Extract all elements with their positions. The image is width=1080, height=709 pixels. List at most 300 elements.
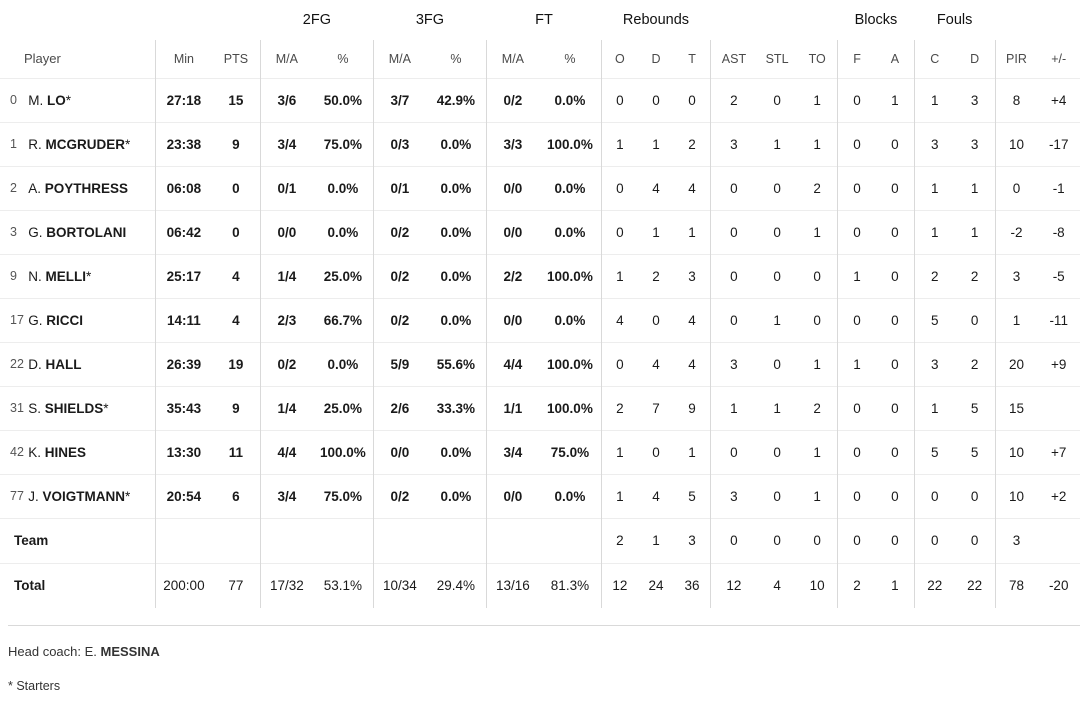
table-row[interactable] <box>0 210 1080 254</box>
head-coach-line <box>8 625 1080 659</box>
player-plusminus: -8 <box>1037 210 1080 254</box>
player-fouls-c: 5 <box>914 430 954 474</box>
total-blocks-a: 1 <box>876 563 914 608</box>
player-ast: 1 <box>710 386 756 430</box>
player-2fg-pct: 25.0% <box>313 254 374 298</box>
player-3fg: 0/0 <box>373 430 425 474</box>
starter-mark: * <box>103 400 109 416</box>
player-blocks-a: 1 <box>876 78 914 122</box>
total-3fg-pct: 29.4% <box>426 563 487 608</box>
table-row[interactable] <box>0 254 1080 298</box>
col-header-ft-pct: % <box>564 51 576 66</box>
team-plusminus <box>1037 518 1080 563</box>
player-last: POYTHRESS <box>44 180 129 196</box>
player-ft: 3/4 <box>486 430 538 474</box>
player-dreb: 4 <box>638 474 674 518</box>
player-blocks-a: 0 <box>876 342 914 386</box>
player-to: 1 <box>797 430 837 474</box>
player-3fg: 0/2 <box>373 254 425 298</box>
player-plusminus <box>1037 386 1080 430</box>
group-header-row <box>0 0 1080 40</box>
table-row[interactable] <box>0 430 1080 474</box>
player-ast: 0 <box>710 210 756 254</box>
player-number: 17 <box>0 298 26 342</box>
player-plusminus: +2 <box>1037 474 1080 518</box>
player-to: 1 <box>797 210 837 254</box>
player-blocks-f: 0 <box>838 78 876 122</box>
player-stl: 0 <box>757 430 797 474</box>
team-blocks-a: 0 <box>876 518 914 563</box>
player-3fg: 0/2 <box>373 298 425 342</box>
player-name <box>26 210 155 254</box>
team-row-label: Team <box>0 518 155 563</box>
player-2fg-pct: 0.0% <box>313 210 374 254</box>
team-blocks-f: 0 <box>838 518 876 563</box>
team-oreb: 2 <box>601 518 637 563</box>
player-blocks-a: 0 <box>876 430 914 474</box>
player-fouls-c: 1 <box>914 210 954 254</box>
player-dreb: 4 <box>638 166 674 210</box>
table-row[interactable] <box>0 78 1080 122</box>
player-last: HALL <box>45 356 82 372</box>
starter-mark: * <box>125 488 131 504</box>
player-first: S. <box>28 400 41 416</box>
player-fouls-d: 2 <box>955 342 995 386</box>
player-3fg-pct: 0.0% <box>426 254 487 298</box>
player-name <box>26 78 155 122</box>
player-to: 1 <box>797 78 837 122</box>
player-3fg: 0/2 <box>373 474 425 518</box>
table-row[interactable] <box>0 298 1080 342</box>
team-2fg-pct <box>313 518 374 563</box>
head-coach-name: MESSINA <box>100 644 160 659</box>
group-header-blank-right <box>995 0 1080 40</box>
player-min: 35:43 <box>155 386 212 430</box>
player-pts: 0 <box>212 166 260 210</box>
player-ft: 0/0 <box>486 474 538 518</box>
group-header-blank-mid <box>710 0 837 40</box>
player-dreb: 7 <box>638 386 674 430</box>
player-plusminus: -11 <box>1037 298 1080 342</box>
player-stl: 0 <box>757 342 797 386</box>
col-header-player: Player <box>24 51 61 67</box>
player-3fg-pct: 0.0% <box>426 166 487 210</box>
player-ft-pct: 0.0% <box>539 78 602 122</box>
player-2fg-pct: 66.7% <box>313 298 374 342</box>
col-header-pts: PTS <box>223 51 249 66</box>
total-blocks-f: 2 <box>838 563 876 608</box>
team-treb: 3 <box>674 518 710 563</box>
player-fouls-d: 1 <box>955 166 995 210</box>
team-min <box>155 518 212 563</box>
player-2fg: 4/4 <box>260 430 312 474</box>
player-ft-pct: 0.0% <box>539 210 602 254</box>
player-blocks-a: 0 <box>876 298 914 342</box>
player-ast: 0 <box>710 254 756 298</box>
total-stl: 4 <box>757 563 797 608</box>
player-pir: 10 <box>995 122 1037 166</box>
player-treb: 4 <box>674 298 710 342</box>
team-row <box>0 518 1080 563</box>
player-2fg-pct: 25.0% <box>313 386 374 430</box>
total-pir: 78 <box>995 563 1037 608</box>
player-2fg: 2/3 <box>260 298 312 342</box>
player-2fg: 1/4 <box>260 254 312 298</box>
player-ft-pct: 75.0% <box>539 430 602 474</box>
player-ast: 0 <box>710 298 756 342</box>
player-ft: 0/2 <box>486 78 538 122</box>
player-min: 27:18 <box>155 78 212 122</box>
player-fouls-c: 0 <box>914 474 954 518</box>
player-ast: 0 <box>710 430 756 474</box>
player-plusminus: +9 <box>1037 342 1080 386</box>
col-header-fouls-c: C <box>914 40 954 78</box>
player-name <box>26 254 155 298</box>
total-row-label: Total <box>0 563 155 608</box>
player-plusminus: +4 <box>1037 78 1080 122</box>
player-3fg: 2/6 <box>373 386 425 430</box>
player-blocks-a: 0 <box>876 254 914 298</box>
player-min: 25:17 <box>155 254 212 298</box>
table-row[interactable] <box>0 122 1080 166</box>
team-3fg-pct <box>426 518 487 563</box>
total-row <box>0 563 1080 608</box>
group-header-fouls: Fouls <box>936 12 973 28</box>
player-pir: 8 <box>995 78 1037 122</box>
player-ft-pct: 100.0% <box>539 122 602 166</box>
col-header-ft-ma: M/A <box>486 40 538 78</box>
player-last: HINES <box>44 444 87 460</box>
team-pir: 3 <box>995 518 1037 563</box>
player-ast: 0 <box>710 166 756 210</box>
player-treb: 3 <box>674 254 710 298</box>
table-row[interactable] <box>0 474 1080 518</box>
table-row[interactable] <box>0 386 1080 430</box>
player-oreb: 1 <box>601 122 637 166</box>
player-last: MCGRUDER <box>45 136 125 152</box>
player-dreb: 0 <box>638 298 674 342</box>
table-row[interactable] <box>0 342 1080 386</box>
player-oreb: 0 <box>601 342 637 386</box>
table-row[interactable] <box>0 166 1080 210</box>
player-first: K. <box>28 444 41 460</box>
player-last: BORTOLANI <box>46 224 127 240</box>
team-ast: 0 <box>710 518 756 563</box>
player-blocks-a: 0 <box>876 122 914 166</box>
col-header-min: Min <box>155 40 212 78</box>
player-number: 9 <box>0 254 26 298</box>
player-pts: 9 <box>212 122 260 166</box>
player-oreb: 0 <box>601 166 637 210</box>
player-3fg-pct: 0.0% <box>426 298 487 342</box>
player-to: 1 <box>797 342 837 386</box>
group-header-blank-left <box>0 0 260 40</box>
player-fouls-d: 0 <box>955 474 995 518</box>
total-3fg: 10/34 <box>373 563 425 608</box>
player-treb: 0 <box>674 78 710 122</box>
total-pts: 77 <box>212 563 260 608</box>
player-3fg: 0/3 <box>373 122 425 166</box>
player-2fg-pct: 0.0% <box>313 166 374 210</box>
player-treb: 9 <box>674 386 710 430</box>
player-plusminus: -1 <box>1037 166 1080 210</box>
player-pts: 11 <box>212 430 260 474</box>
player-2fg-pct: 0.0% <box>313 342 374 386</box>
player-to: 0 <box>797 254 837 298</box>
player-first: R. <box>28 136 42 152</box>
player-treb: 2 <box>674 122 710 166</box>
player-fouls-c: 1 <box>914 386 954 430</box>
player-pts: 0 <box>212 210 260 254</box>
player-treb: 4 <box>674 342 710 386</box>
total-to: 10 <box>797 563 837 608</box>
group-header-rebounds: Rebounds <box>622 12 690 28</box>
player-name <box>26 474 155 518</box>
player-fouls-c: 2 <box>914 254 954 298</box>
player-pir: 1 <box>995 298 1037 342</box>
player-ft-pct: 0.0% <box>539 474 602 518</box>
total-treb: 36 <box>674 563 710 608</box>
total-dreb: 24 <box>638 563 674 608</box>
player-oreb: 0 <box>601 210 637 254</box>
player-ft: 3/3 <box>486 122 538 166</box>
col-header-plusminus: +/- <box>1051 51 1067 66</box>
player-name <box>26 122 155 166</box>
player-last: LO <box>47 92 66 108</box>
player-3fg-pct: 33.3% <box>426 386 487 430</box>
player-to: 2 <box>797 166 837 210</box>
player-dreb: 0 <box>638 78 674 122</box>
col-header-2fg-pct: % <box>337 51 349 66</box>
player-first: J. <box>28 488 39 504</box>
team-pts <box>212 518 260 563</box>
player-ft-pct: 100.0% <box>539 386 602 430</box>
player-number: 1 <box>0 122 26 166</box>
player-min: 14:11 <box>155 298 212 342</box>
player-oreb: 1 <box>601 474 637 518</box>
group-header-2fg: 2FG <box>302 12 331 28</box>
player-pts: 15 <box>212 78 260 122</box>
player-treb: 1 <box>674 210 710 254</box>
player-ft-pct: 100.0% <box>539 342 602 386</box>
player-treb: 1 <box>674 430 710 474</box>
player-stl: 0 <box>757 78 797 122</box>
total-fouls-c: 22 <box>914 563 954 608</box>
player-2fg: 3/4 <box>260 122 312 166</box>
col-header-oreb: O <box>601 40 637 78</box>
team-to: 0 <box>797 518 837 563</box>
total-2fg: 17/32 <box>260 563 312 608</box>
player-fouls-c: 1 <box>914 78 954 122</box>
player-dreb: 2 <box>638 254 674 298</box>
player-pts: 4 <box>212 298 260 342</box>
player-dreb: 1 <box>638 122 674 166</box>
player-first: D. <box>28 356 42 372</box>
player-fouls-d: 2 <box>955 254 995 298</box>
player-number: 31 <box>0 386 26 430</box>
player-3fg-pct: 0.0% <box>426 474 487 518</box>
col-header-to: TO <box>808 51 826 66</box>
col-header-fouls-d: D <box>970 51 980 66</box>
player-pts: 9 <box>212 386 260 430</box>
player-first: N. <box>28 268 42 284</box>
player-fouls-d: 0 <box>955 298 995 342</box>
player-3fg: 5/9 <box>373 342 425 386</box>
player-to: 1 <box>797 474 837 518</box>
group-header-blocks: Blocks <box>854 12 898 28</box>
player-name <box>26 166 155 210</box>
player-blocks-f: 0 <box>838 386 876 430</box>
player-last: RICCI <box>46 312 84 328</box>
col-header-stl: STL <box>765 51 789 66</box>
col-header-dreb: D <box>651 51 661 66</box>
player-treb: 5 <box>674 474 710 518</box>
col-header-ast: AST <box>710 40 756 78</box>
team-3fg <box>373 518 425 563</box>
player-blocks-f: 0 <box>838 474 876 518</box>
col-header-3fg-pct: % <box>450 51 462 66</box>
player-number: 22 <box>0 342 26 386</box>
player-dreb: 1 <box>638 210 674 254</box>
total-plusminus: -20 <box>1037 563 1080 608</box>
team-dreb: 1 <box>638 518 674 563</box>
player-ft: 4/4 <box>486 342 538 386</box>
col-header-treb: T <box>688 51 696 66</box>
player-pts: 19 <box>212 342 260 386</box>
player-stl: 0 <box>757 166 797 210</box>
player-ft: 1/1 <box>486 386 538 430</box>
player-min: 23:38 <box>155 122 212 166</box>
player-3fg: 0/1 <box>373 166 425 210</box>
player-oreb: 1 <box>601 254 637 298</box>
starters-note: * Starters <box>8 679 61 693</box>
footer <box>0 608 1080 693</box>
player-pir: 3 <box>995 254 1037 298</box>
player-3fg-pct: 55.6% <box>426 342 487 386</box>
team-ft-pct <box>539 518 602 563</box>
player-2fg: 1/4 <box>260 386 312 430</box>
player-blocks-f: 0 <box>838 210 876 254</box>
player-ast: 2 <box>710 78 756 122</box>
player-pir: 0 <box>995 166 1037 210</box>
player-min: 13:30 <box>155 430 212 474</box>
player-blocks-a: 0 <box>876 166 914 210</box>
player-2fg: 3/4 <box>260 474 312 518</box>
player-min: 06:08 <box>155 166 212 210</box>
total-ft-pct: 81.3% <box>539 563 602 608</box>
col-header-blocks-a: A <box>890 51 900 66</box>
player-plusminus: +7 <box>1037 430 1080 474</box>
player-fouls-d: 5 <box>955 430 995 474</box>
total-min: 200:00 <box>155 563 212 608</box>
player-first: M. <box>28 92 44 108</box>
player-dreb: 4 <box>638 342 674 386</box>
player-to: 0 <box>797 298 837 342</box>
player-to: 2 <box>797 386 837 430</box>
player-first: A. <box>28 180 41 196</box>
col-header-pir: PIR <box>995 40 1037 78</box>
team-2fg <box>260 518 312 563</box>
player-number: 77 <box>0 474 26 518</box>
player-oreb: 1 <box>601 430 637 474</box>
team-fouls-c: 0 <box>914 518 954 563</box>
total-fouls-d: 22 <box>955 563 995 608</box>
player-pts: 6 <box>212 474 260 518</box>
player-last: MELLI <box>45 268 86 284</box>
player-ft-pct: 100.0% <box>539 254 602 298</box>
player-fouls-d: 3 <box>955 122 995 166</box>
player-stl: 1 <box>757 298 797 342</box>
player-3fg: 3/7 <box>373 78 425 122</box>
player-last: SHIELDS <box>44 400 104 416</box>
player-3fg-pct: 0.0% <box>426 430 487 474</box>
player-blocks-a: 0 <box>876 386 914 430</box>
player-stl: 1 <box>757 386 797 430</box>
player-3fg-pct: 0.0% <box>426 210 487 254</box>
total-2fg-pct: 53.1% <box>313 563 374 608</box>
player-fouls-c: 1 <box>914 166 954 210</box>
team-stl: 0 <box>757 518 797 563</box>
starter-mark: * <box>125 136 131 152</box>
player-stl: 0 <box>757 210 797 254</box>
player-blocks-f: 0 <box>838 122 876 166</box>
player-name <box>26 342 155 386</box>
player-fouls-c: 3 <box>914 122 954 166</box>
player-pir: 10 <box>995 474 1037 518</box>
player-fouls-c: 5 <box>914 298 954 342</box>
player-blocks-a: 0 <box>876 210 914 254</box>
player-fouls-c: 3 <box>914 342 954 386</box>
player-2fg: 0/1 <box>260 166 312 210</box>
player-blocks-a: 0 <box>876 474 914 518</box>
player-name <box>26 430 155 474</box>
player-oreb: 2 <box>601 386 637 430</box>
starter-mark: * <box>86 268 92 284</box>
player-3fg-pct: 42.9% <box>426 78 487 122</box>
player-number: 42 <box>0 430 26 474</box>
group-header-3fg: 3FG <box>415 12 445 28</box>
player-number: 0 <box>0 78 26 122</box>
total-ast: 12 <box>710 563 756 608</box>
player-ast: 3 <box>710 474 756 518</box>
player-2fg-pct: 75.0% <box>313 122 374 166</box>
team-ft <box>486 518 538 563</box>
player-last: VOIGTMANN <box>42 488 126 504</box>
player-min: 06:42 <box>155 210 212 254</box>
col-header-3fg-ma: M/A <box>373 40 425 78</box>
player-2fg: 0/2 <box>260 342 312 386</box>
player-treb: 4 <box>674 166 710 210</box>
player-ft: 0/0 <box>486 298 538 342</box>
player-number: 3 <box>0 210 26 254</box>
player-fouls-d: 3 <box>955 78 995 122</box>
player-pir: 10 <box>995 430 1037 474</box>
player-fouls-d: 5 <box>955 386 995 430</box>
player-stl: 0 <box>757 474 797 518</box>
head-coach-label: Head coach: E. <box>8 644 97 659</box>
player-to: 1 <box>797 122 837 166</box>
player-name <box>26 298 155 342</box>
player-ft-pct: 0.0% <box>539 166 602 210</box>
player-ast: 3 <box>710 342 756 386</box>
player-first: G. <box>28 312 43 328</box>
player-blocks-f: 0 <box>838 298 876 342</box>
player-2fg-pct: 100.0% <box>313 430 374 474</box>
player-ast: 3 <box>710 122 756 166</box>
player-min: 26:39 <box>155 342 212 386</box>
player-name <box>26 386 155 430</box>
total-ft: 13/16 <box>486 563 538 608</box>
